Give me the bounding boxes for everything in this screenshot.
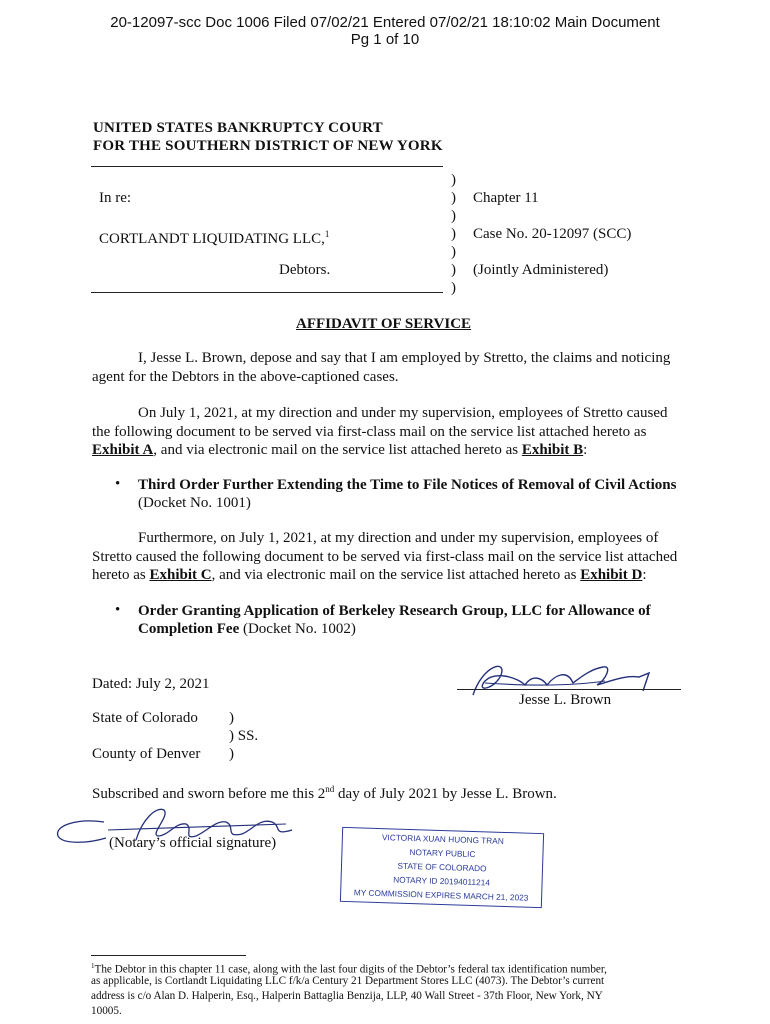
jurat-text: Subscribed and sworn before me this 2 xyxy=(92,786,326,802)
footnote-mark: 1 xyxy=(91,962,95,970)
exhibit-d-ref: Exhibit D xyxy=(580,567,643,583)
served-document-2-title: Order Granting Application of Berkeley Research Group, LLC for Allowance of xyxy=(138,603,651,619)
paragraph-line xyxy=(92,566,680,585)
caption-paren: ) xyxy=(451,190,456,206)
stamp-state: STATE OF COLORADO xyxy=(397,860,487,874)
affiant-name: Jesse L. Brown xyxy=(519,692,612,708)
jointly-administered: (Jointly Administered) xyxy=(473,262,609,278)
venue-county: County of Denver xyxy=(92,746,201,762)
paragraph-line: Furthermore, on July 1, 2021, at my direction and under my supervision, employees of xyxy=(138,530,659,546)
exhibit-a-ref: Exhibit A xyxy=(92,442,154,458)
notary-stamp xyxy=(340,827,544,908)
stamp-expiry: MY COMMISSION EXPIRES MARCH 21, 2023 xyxy=(353,887,529,903)
paragraph-service-1 xyxy=(92,404,680,460)
served-document-2 xyxy=(138,602,651,638)
footnote-ref: 1 xyxy=(324,229,330,239)
caption-paren: ) xyxy=(451,262,456,278)
paragraph-line: Stretto caused the following document to be served via first-class mail on the service list attached xyxy=(92,548,678,565)
in-re-label: In re: xyxy=(99,190,132,206)
debtors-label: Debtors. xyxy=(279,262,331,278)
bullet-dot: • xyxy=(115,602,121,618)
paragraph-text: , and via electronic mail on the service list attached hereto as xyxy=(211,567,581,583)
caption-paren: ) xyxy=(451,172,456,188)
paragraph-text: : xyxy=(642,567,647,583)
paragraph-line: the following document to be served via first-class mail on the service list attached hereto as xyxy=(92,423,647,440)
served-document-2-docket: (Docket No. 1002) xyxy=(239,621,356,637)
jurat-ordinal: nd xyxy=(325,784,335,794)
paragraph-employment xyxy=(92,349,680,386)
paragraph-line xyxy=(92,441,680,460)
footnote-rule xyxy=(91,955,246,956)
bullet-dot: • xyxy=(115,476,121,492)
paragraph-text: : xyxy=(583,442,588,458)
signature-line xyxy=(457,689,681,690)
page-number: Pg 1 of 10 xyxy=(350,31,420,48)
footnote-text: The Debtor in this chapter 11 case, along with the last four digits of the Debtor’s federal tax identification number, xyxy=(94,963,607,976)
date-line: Dated: July 2, 2021 xyxy=(92,676,210,692)
caption-top-rule xyxy=(91,166,443,167)
caption-paren: ) xyxy=(451,244,456,260)
served-document-2-title-cont: Completion Fee xyxy=(138,621,240,637)
stamp-name: VICTORIA XUAN HUONG TRAN xyxy=(381,832,504,846)
paragraph-text: , and via electronic mail on the service list attached hereto as xyxy=(153,442,522,458)
chapter-label: Chapter 11 xyxy=(473,190,539,206)
caption-bottom-rule xyxy=(91,292,443,293)
caption-paren: ) xyxy=(451,208,456,224)
court-name-line2: FOR THE SOUTHERN DISTRICT OF NEW YORK xyxy=(93,138,443,154)
served-document-2-line2 xyxy=(138,620,651,638)
venue-state: State of Colorado xyxy=(92,710,198,726)
footnote-line: address is c/o Alan D. Halperin, Esq., Halperin Battaglia Benzija, LLP, 40 Wall Street - 37th Floor, New York, NY xyxy=(91,990,603,1002)
stamp-title: NOTARY PUBLIC xyxy=(409,846,476,860)
notary-signature-label: (Notary’s official signature) xyxy=(109,835,277,851)
paragraph-text: hereto as xyxy=(92,567,150,583)
caption-paren: ) xyxy=(451,280,456,296)
document-title: AFFIDAVIT OF SERVICE xyxy=(296,316,472,332)
filing-header: 20-12097-scc Doc 1006 Filed 07/02/21 Entered 07/02/21 18:10:02 Main Document xyxy=(110,14,660,31)
paragraph-line: I, Jesse L. Brown, depose and say that I am employed by Stretto, the claims and noticing xyxy=(138,350,671,366)
footnote-line: as applicable, is Cortlandt Liquidating LLC f/k/a Century 21 Department Stores LLC (4073). The Debtor’s current xyxy=(91,975,605,987)
paragraph-line: On July 1, 2021, at my direction and under my supervision, employees of Stretto caused xyxy=(138,405,668,421)
jurat-text: day of July 2021 by Jesse L. Brown. xyxy=(334,786,557,802)
exhibit-c-ref: Exhibit C xyxy=(149,567,212,583)
venue-paren: ) xyxy=(229,710,234,726)
case-number: Case No. 20-12097 (SCC) xyxy=(473,226,632,242)
venue-paren: ) xyxy=(229,746,234,762)
exhibit-b-ref: Exhibit B xyxy=(521,442,584,458)
stamp-id: NOTARY ID 20194011214 xyxy=(393,874,491,888)
served-document-1-title: Third Order Further Extending the Time to File Notices of Removal of Civil Actions xyxy=(138,477,677,493)
venue-ss: ) SS. xyxy=(229,728,259,744)
court-name-line1: UNITED STATES BANKRUPTCY COURT xyxy=(93,120,383,136)
debtor-name-text: CORTLANDT LIQUIDATING LLC, xyxy=(99,231,325,247)
paragraph-service-2 xyxy=(92,529,680,585)
paragraph-line: agent for the Debtors in the above-captioned cases. xyxy=(92,368,399,385)
served-document-1-docket: (Docket No. 1001) xyxy=(138,495,251,511)
served-document-1 xyxy=(138,476,676,512)
footnote-line: 10005. xyxy=(91,1005,122,1017)
debtor-name xyxy=(99,225,329,248)
caption-paren: ) xyxy=(451,226,456,242)
